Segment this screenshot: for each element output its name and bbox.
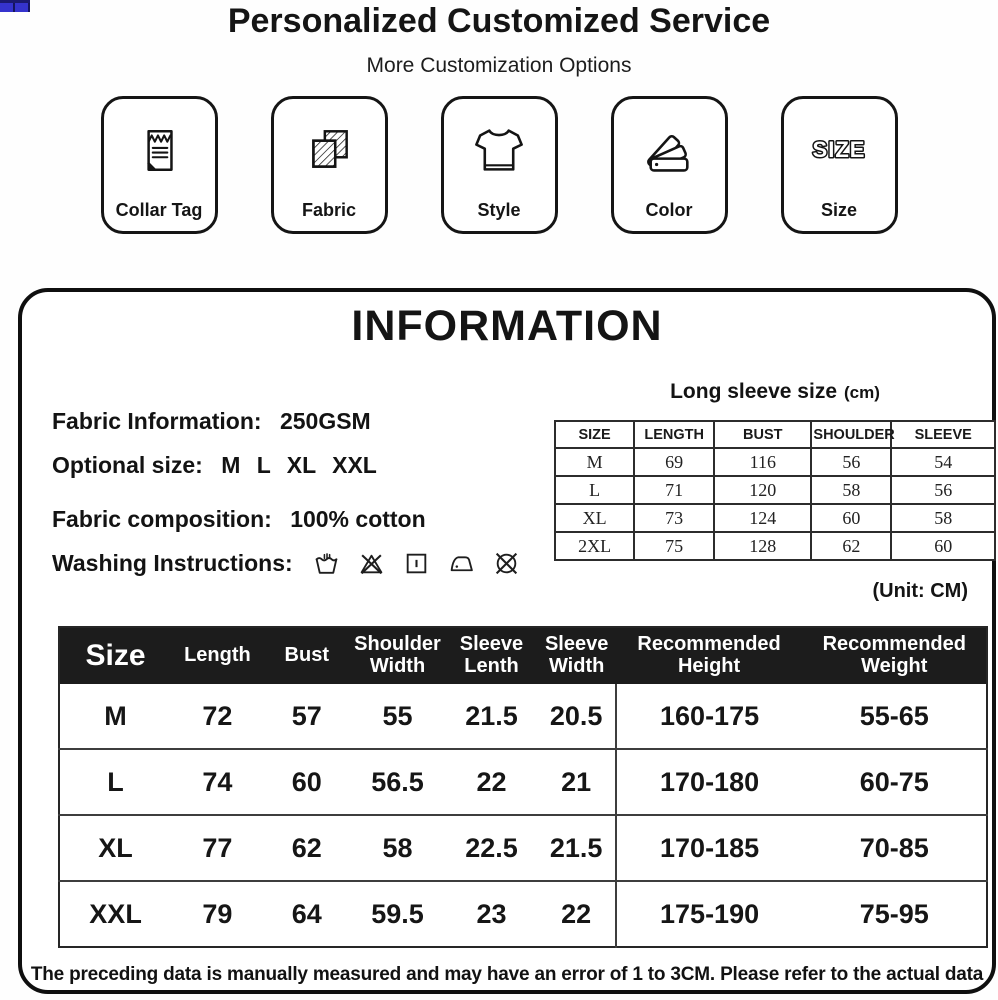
sleeve-table-cell: 56	[811, 448, 891, 476]
iron-icon	[448, 550, 475, 577]
option-label-collar-tag: Collar Tag	[115, 200, 203, 220]
option-card-style	[441, 96, 558, 234]
sleeve-size-title-text: Long sleeve size	[670, 380, 837, 403]
main-table-cell: 160-175	[616, 684, 803, 749]
sleeve-table-cell: 116	[714, 448, 811, 476]
main-table-header-row	[59, 627, 987, 684]
information-panel	[18, 288, 996, 994]
main-table-row	[59, 881, 987, 947]
sleeve-header-cell: LENGTH	[634, 421, 714, 448]
main-table-row	[59, 749, 987, 815]
main-header-cell	[171, 627, 264, 684]
drip-dry-icon	[403, 550, 430, 577]
washing-icons	[313, 550, 520, 577]
optional-size-value: M L XL XXL	[221, 452, 377, 478]
main-table-cell: 170-185	[616, 815, 803, 881]
sleeve-table-cell: 69	[634, 448, 714, 476]
main-table-cell: 56.5	[350, 749, 445, 815]
fabric-composition-line	[52, 506, 426, 533]
main-header-line1: Length	[184, 644, 251, 667]
main-table-cell: 60	[264, 749, 350, 815]
main-table-cell: 22.5	[445, 815, 538, 881]
option-label-color: Color	[645, 200, 693, 220]
main-table-cell: 79	[171, 881, 264, 947]
optional-size-label: Optional size:	[52, 452, 203, 478]
sleeve-table-cell: 62	[811, 532, 891, 560]
page-subtitle: More Customization Options	[366, 54, 632, 77]
main-table-cell: 62	[264, 815, 350, 881]
information-title: INFORMATION	[351, 302, 663, 350]
sleeve-table-body	[555, 448, 995, 560]
sleeve-table-cell: 2XL	[555, 532, 634, 560]
main-header-line2: Width	[548, 655, 605, 677]
sleeve-table-cell: XL	[555, 504, 634, 532]
main-table-cell: 70-85	[803, 815, 987, 881]
main-size-table	[58, 626, 988, 948]
main-header-line2: Width	[369, 655, 426, 677]
color-swatch-icon	[641, 122, 697, 178]
sleeve-size-table-title	[554, 380, 996, 404]
size-iconwrap	[800, 99, 878, 200]
fabric-icon	[302, 123, 356, 177]
main-table-cell: XL	[59, 815, 171, 881]
main-table-cell: 64	[264, 881, 350, 947]
customization-options-row	[0, 96, 998, 234]
main-header-line2: Weight	[861, 655, 928, 677]
main-header-cell	[350, 627, 445, 684]
sleeve-size-table	[554, 420, 996, 561]
collar-tag-icon	[132, 123, 186, 177]
sleeve-table-row	[555, 448, 995, 476]
option-card-collar-tag	[101, 96, 218, 234]
main-header-line1: Bust	[284, 644, 329, 667]
main-table-cell: 22	[445, 749, 538, 815]
main-header-line1: Recommended	[822, 633, 966, 656]
sleeve-header-cell: BUST	[714, 421, 811, 448]
fabric-information-line	[52, 408, 371, 435]
sleeve-table-cell: 128	[714, 532, 811, 560]
main-table-cell: 58	[350, 815, 445, 881]
option-label-style: Style	[477, 200, 521, 220]
main-header-line2: Height	[677, 655, 741, 677]
main-table-cell: 21.5	[538, 815, 616, 881]
main-table-cell: 55-65	[859, 700, 929, 731]
sleeve-table-row	[555, 476, 995, 504]
collar-tag-iconwrap	[132, 99, 186, 200]
sleeve-table-cell: 54	[891, 448, 995, 476]
disclaimer-text: The preceding data is manually measured and may have an error of 1 to 3CM. Please refer to the actual data	[30, 964, 984, 985]
option-label-fabric: Fabric	[301, 200, 357, 220]
fabric-information-label: Fabric Information:	[52, 408, 262, 434]
do-not-dry-clean-icon	[493, 550, 520, 577]
main-table-cell: 175-190	[616, 881, 803, 947]
main-table-row	[59, 815, 987, 881]
main-header-cell	[264, 627, 350, 684]
washing-instructions-line	[52, 550, 520, 577]
fabric-composition-value: 100% cotton	[290, 506, 426, 532]
main-table-cell: XXL	[59, 881, 171, 947]
main-table-cell: 75-95	[803, 881, 987, 947]
main-header-line1: Size	[85, 638, 146, 672]
main-table-cell: 23	[445, 881, 538, 947]
option-label-size: Size	[820, 200, 858, 220]
main-table-cell: 55	[382, 700, 413, 731]
main-table-cell: 20.5	[549, 700, 603, 731]
main-header-cell	[616, 627, 803, 684]
main-table-cell: 72	[202, 700, 233, 731]
option-card-size	[781, 96, 898, 234]
main-header-line1: Sleeve	[544, 633, 609, 656]
main-header-cell	[538, 627, 616, 684]
main-table-cell: L	[59, 749, 171, 815]
option-card-color	[611, 96, 728, 234]
sleeve-table-row	[555, 532, 995, 560]
sleeve-table-cell: 120	[714, 476, 811, 504]
color-iconwrap	[641, 99, 697, 200]
sleeve-table-row	[555, 504, 995, 532]
main-table-cell: 21.5	[465, 700, 518, 731]
style-iconwrap	[471, 99, 527, 200]
sleeve-table-cell: L	[555, 476, 634, 504]
optional-size-line	[52, 452, 377, 479]
main-header-line1: Shoulder	[354, 633, 441, 656]
main-table-cell: 74	[171, 749, 264, 815]
main-table-cell: 22	[538, 881, 616, 947]
main-table-cell: 77	[171, 815, 264, 881]
main-header-cell	[59, 627, 171, 684]
sleeve-header-cell: SIZE	[555, 421, 634, 448]
sleeve-table-cell: 60	[811, 504, 891, 532]
do-not-bleach-icon	[358, 550, 385, 577]
main-table-cell: 60-75	[803, 749, 987, 815]
main-header-line1: Sleeve	[459, 633, 524, 656]
sleeve-table-cell: 73	[634, 504, 714, 532]
main-table-body	[59, 684, 987, 947]
sleeve-table-cell: 60	[891, 532, 995, 560]
fabric-iconwrap	[302, 99, 356, 200]
fabric-information-value: 250GSM	[279, 408, 371, 434]
hand-wash-icon	[313, 550, 340, 577]
sleeve-table-cell: 56	[891, 476, 995, 504]
washing-instructions-label: Washing Instructions:	[52, 550, 293, 576]
sleeve-table-cell: 75	[634, 532, 714, 560]
sleeve-size-title-unit: (cm)	[844, 383, 880, 402]
sleeve-table-cell: 124	[714, 504, 811, 532]
sleeve-table-header-row	[555, 421, 995, 448]
main-header-line2: Lenth	[464, 655, 519, 677]
main-table-cell: M	[104, 700, 127, 731]
sleeve-table-cell: 58	[811, 476, 891, 504]
size-icon	[800, 123, 878, 177]
main-table-cell: 21	[538, 749, 616, 815]
fabric-composition-label: Fabric composition:	[52, 506, 272, 532]
main-table-cell: 57	[291, 700, 322, 731]
sleeve-header-cell: SLEEVE	[891, 421, 995, 448]
sleeve-header-cell: SHOULDER	[811, 421, 891, 448]
sleeve-table-cell: M	[555, 448, 634, 476]
main-table-row	[59, 684, 987, 749]
main-table-cell: 59.5	[350, 881, 445, 947]
sleeve-table-cell: 58	[891, 504, 995, 532]
sleeve-table-cell: 71	[634, 476, 714, 504]
main-header-cell	[803, 627, 987, 684]
main-header-cell	[445, 627, 538, 684]
main-table-cell: 170-180	[616, 749, 803, 815]
main-header-line1: Recommended	[637, 633, 781, 656]
svg-text:SIZE: SIZE	[812, 136, 866, 162]
tshirt-icon	[471, 122, 527, 178]
page-title: Personalized Customized Service	[227, 2, 771, 40]
option-card-fabric	[271, 96, 388, 234]
unit-note: (Unit: CM)	[872, 580, 968, 602]
